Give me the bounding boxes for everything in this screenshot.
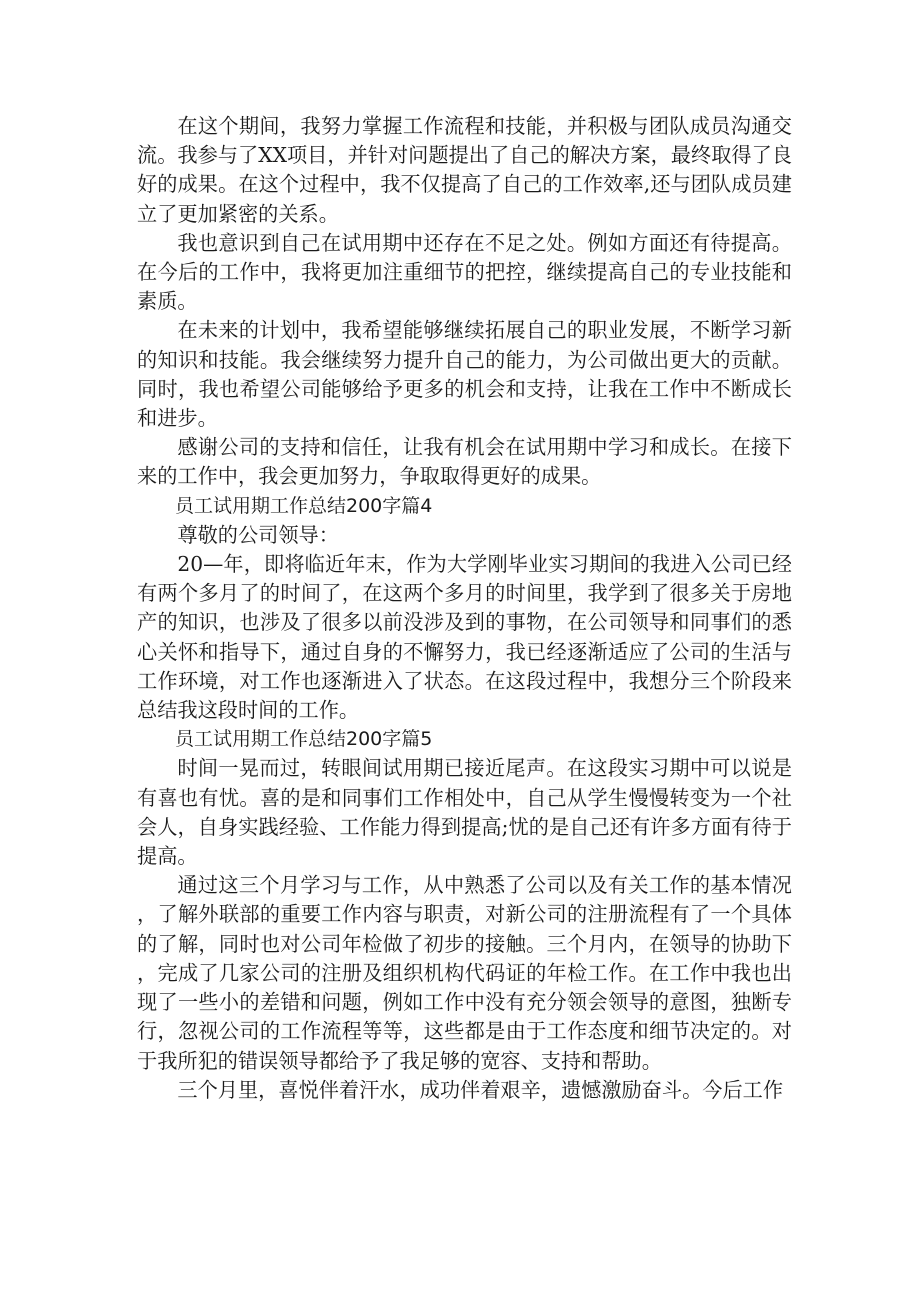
paragraph: 三个月里，喜悦伴着汗水，成功伴着艰辛，遗憾激励奋斗。今后工作 [177, 1077, 784, 1102]
document-body [137, 112, 792, 1105]
section-heading: 员工试用期工作总结200字篇4 [175, 494, 433, 517]
paragraph: 在未来的计划中，我希望能够继续拓展自己的职业发展，不断学习新的知识和技能。我会继续努力提升自己的能力，为公司做出更大的贡献。同时，我也希望公司能够给予更多的机会和支持，让我在工作中不断成长和进步。 [137, 318, 792, 431]
paragraph: 通过这三个月学习与工作，从中熟悉了公司以及有关工作的基本情况，了解外联部的重要工作内容与职责，对新公司的注册流程有了一个具体的了解，同时也对公司年检做了初步的接触。三个月内，在领导的协助下，完成了几家公司的注册及组织机构代码证的年检工作。在工作中我也出现了一些小的差错和问题，例如工作中没有充分领会领导的意图，独断专行，忽视公司的工作流程等等，这些都是由于工作态度和细节决定的。对于我所犯的错误领导都给予了我足够的宽容、支持和帮助。 [137, 873, 792, 1073]
paragraph: 20—年，即将临近年末，作为大学刚毕业实习期间的我进入公司已经有两个多月了的时间了，在这两个多月的时间里，我学到了很多关于房地产的知识，也涉及了很多以前没涉及到的事物，在公司领导和同事们的悉心关怀和指导下，通过自身的不懈努力，我已经逐渐适应了公司的生活与工作环境，对工作也逐渐进入了状态。在这段过程中，我想分三个阶段来总结我这段时间的工作。 [137, 552, 792, 723]
paragraph: 我也意识到自己在试用期中还存在不足之处。例如方面还有待提高。在今后的工作中，我将更加注重细节的把控，继续提高自己的专业技能和素质。 [137, 230, 792, 314]
paragraph: 感谢公司的支持和信任，让我有机会在试用期中学习和成长。在接下来的工作中，我会更加努力，争取取得更好的成果。 [137, 435, 792, 489]
paragraph: 在这个期间，我努力掌握工作流程和技能，并积极与团队成员沟通交流。我参与了XX项目，并针对问题提出了自己的解决方案，最终取得了良好的成果。在这个过程中，我不仅提高了自己的工作效率,还与团队成员建立了更加紧密的关系。 [137, 114, 792, 226]
salutation: 尊敬的公司领导： [177, 522, 339, 547]
paragraph: 时间一晃而过，转眼间试用期已接近尾声。在这段实习期中可以说是有喜也有忧。喜的是和同事们工作相处中，自己从学生慢慢转变为一个社会人，自身实践经验、工作能力得到提高;忧的是自己还有许多方面有待于提高。 [137, 756, 792, 869]
section-heading: 员工试用期工作总结200字篇5 [175, 728, 433, 751]
